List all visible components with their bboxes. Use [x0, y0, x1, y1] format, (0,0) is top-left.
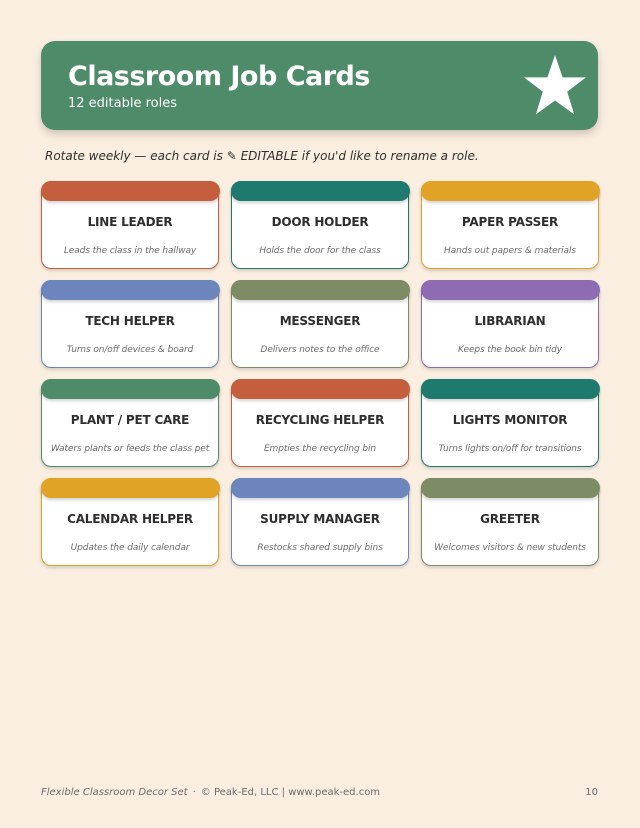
footer-set-name: Flexible Classroom Decor Set	[41, 787, 188, 798]
card-description: Empties the recycling bin	[263, 444, 377, 454]
card-color-band	[421, 478, 600, 498]
card-color-band	[231, 280, 410, 300]
card-color-band	[41, 280, 220, 300]
card-title: MESSENGER	[279, 314, 361, 328]
job-card[interactable]	[421, 181, 599, 269]
job-card[interactable]	[421, 478, 599, 566]
card-description: Restocks shared supply bins	[257, 543, 383, 553]
page-title: Classroom Job Cards	[68, 61, 370, 92]
card-color-band	[231, 181, 410, 201]
card-title: LIGHTS MONITOR	[452, 413, 568, 427]
card-description: Leads the class in the hallway	[63, 246, 197, 256]
card-color-band	[41, 478, 220, 498]
job-card[interactable]	[421, 280, 599, 368]
job-card-grid	[41, 181, 599, 566]
card-title: RECYCLING HELPER	[255, 413, 385, 427]
card-description: Keeps the book bin tidy	[458, 345, 562, 355]
card-description: Delivers notes to the office	[260, 345, 380, 355]
job-card[interactable]	[41, 181, 219, 269]
card-description: Turns on/off devices & board	[66, 345, 194, 355]
job-card[interactable]	[231, 181, 409, 269]
card-color-band	[421, 181, 600, 201]
card-title: TECH HELPER	[85, 314, 175, 328]
card-title: DOOR HOLDER	[271, 215, 369, 229]
card-description: Waters plants or feeds the class pet	[50, 444, 210, 454]
footer-copyright: © Peak-Ed, LLC | www.peak-ed.com	[200, 787, 381, 798]
star-icon	[522, 53, 588, 119]
footer-separator: ·	[192, 787, 196, 798]
job-card[interactable]	[231, 478, 409, 566]
job-card[interactable]	[231, 280, 409, 368]
card-description: Turns lights on/off for transitions	[438, 444, 582, 454]
card-color-band	[41, 181, 220, 201]
page-subtitle: 12 editable roles	[68, 96, 177, 111]
card-description: Hands out papers & materials	[444, 246, 576, 256]
card-title: SUPPLY MANAGER	[260, 512, 380, 526]
job-card[interactable]	[41, 478, 219, 566]
card-description: Holds the door for the class	[259, 246, 381, 256]
card-description: Welcomes visitors & new students	[434, 543, 586, 553]
card-title: LINE LEADER	[87, 215, 173, 229]
card-color-band	[231, 379, 410, 399]
card-color-band	[421, 379, 600, 399]
job-card[interactable]	[231, 379, 409, 467]
job-card[interactable]	[41, 280, 219, 368]
title-banner	[41, 41, 598, 130]
card-color-band	[421, 280, 600, 300]
card-description: Updates the daily calendar	[70, 543, 190, 553]
footer-credit	[41, 787, 380, 798]
card-color-band	[41, 379, 220, 399]
card-color-band	[231, 478, 410, 498]
card-title: PAPER PASSER	[461, 215, 559, 229]
page-number: 10	[585, 787, 598, 798]
card-title: PLANT / PET CARE	[70, 413, 190, 427]
card-title: LIBRARIAN	[474, 314, 546, 328]
card-title: CALENDAR HELPER	[67, 512, 193, 526]
job-card[interactable]	[41, 379, 219, 467]
card-title: GREETER	[480, 512, 540, 526]
rotation-note: Rotate weekly — each card is ✎ EDITABLE if you'd like to rename a role.	[45, 149, 479, 163]
job-card[interactable]	[421, 379, 599, 467]
